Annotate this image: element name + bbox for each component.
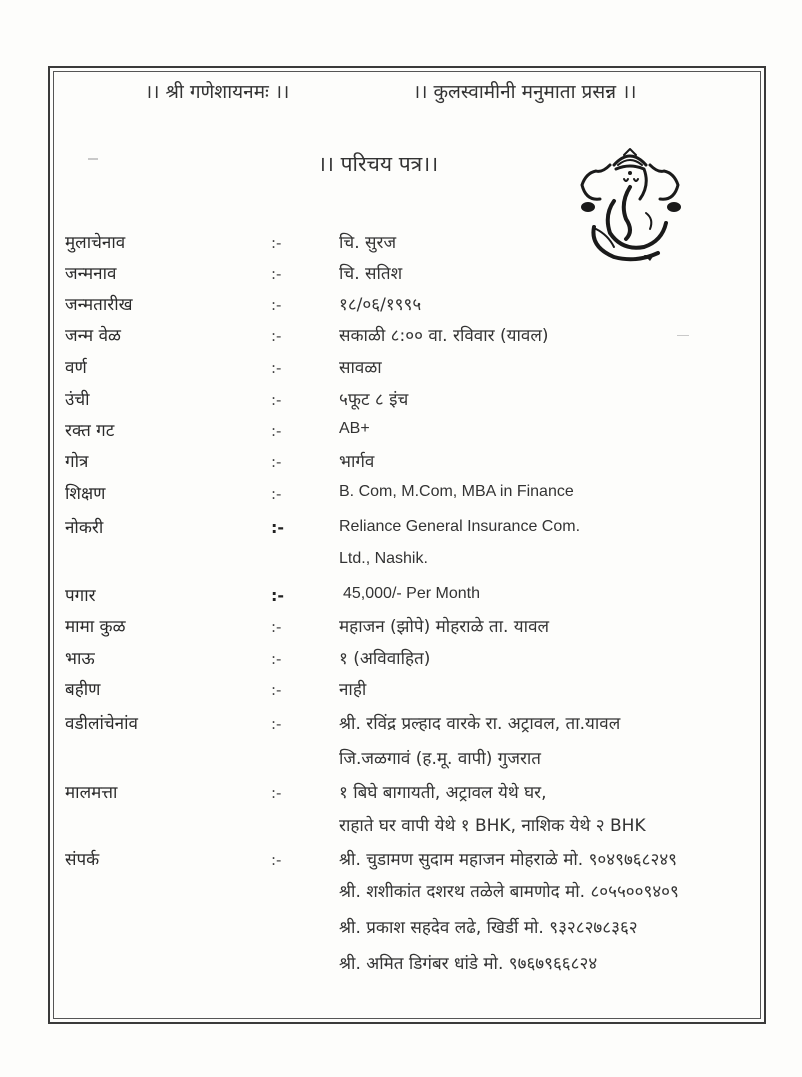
contact-line: श्री. प्रकाश सहदेव लढे, खिर्डी मो. ९३२८२७८३६२: [339, 918, 638, 938]
field-value-continuation: Ltd., Nashik.: [339, 550, 428, 567]
field-value-continuation: राहाते घर वापी येथे १ BHK, नाशिक येथे २ BHK: [339, 816, 646, 836]
field-separator: :-: [271, 359, 282, 377]
field-label: जन्म वेळ: [65, 326, 121, 346]
field-row-job: [0, 515, 802, 545]
field-row-brother: [0, 646, 802, 676]
field-separator: :-: [271, 518, 285, 537]
field-value: B. Com, M.Com, MBA in Finance: [339, 483, 574, 500]
field-value: नाही: [339, 680, 367, 700]
field-separator: :-: [271, 650, 282, 668]
field-value: AB+: [339, 420, 370, 437]
field-label: मालमत्ता: [65, 783, 118, 803]
contact-line: श्री. अमित डिगंबर धांडे मो. ९७६७९६६८२४: [339, 954, 598, 974]
field-label: भाऊ: [65, 649, 95, 669]
field-value: १८/०६/१९९५: [339, 295, 422, 315]
field-label: जन्मतारीख: [65, 295, 133, 315]
field-row-name: [0, 230, 802, 260]
contact-line: श्री. चुडामण सुदाम महाजन मोहराळे मो. ९०४९७६८२४९: [339, 850, 677, 870]
field-separator: :-: [271, 453, 282, 471]
field-value: Reliance General Insurance Com.: [339, 518, 581, 535]
field-value: १ बिघे बागायती, अट्रावल येथे घर,: [339, 783, 547, 803]
field-separator: :-: [271, 296, 282, 314]
field-label: रक्त गट: [65, 421, 115, 441]
field-row-sister: [0, 677, 802, 707]
field-row-birth-date: [0, 292, 802, 322]
field-label: संपर्क: [65, 850, 100, 870]
field-value: श्री. रविंद्र प्रल्हाद वारके रा. अट्रावल, ता.यावल: [339, 714, 621, 734]
field-label: नोकरी: [65, 518, 104, 538]
contact-line: श्री. शशीकांत दशरथ तळेले बामणोद मो. ८०५५००९४०९: [339, 882, 679, 902]
field-row-father: [0, 711, 802, 741]
field-separator: :-: [271, 586, 285, 605]
field-value: चि. सुरज: [339, 233, 397, 253]
field-label: उंची: [65, 390, 90, 410]
field-value: सकाळी ८:०० वा. रविवार (यावल): [339, 326, 549, 346]
field-label: बहीण: [65, 680, 101, 700]
field-value: महाजन (झोपे) मोहराळे ता. यावल: [339, 617, 550, 637]
field-value: १ (अविवाहित): [339, 649, 431, 669]
field-row-contact: [0, 847, 802, 877]
field-separator: :-: [271, 391, 282, 409]
field-separator: :-: [271, 422, 282, 440]
field-value: सावळा: [339, 358, 382, 378]
field-row-gotra: [0, 449, 802, 479]
field-row-property: [0, 780, 802, 810]
field-row-salary: [0, 583, 802, 613]
field-row-birth-time: [0, 323, 802, 353]
field-separator: :-: [271, 485, 282, 503]
field-row-blood-group: [0, 418, 802, 448]
field-separator: :-: [271, 681, 282, 699]
header-invocation-right: ।। कुलस्वामीनी मनुमाता प्रसन्न ।।: [413, 81, 637, 103]
field-value: 45,000/- Per Month: [343, 585, 480, 602]
field-separator: :-: [271, 784, 282, 802]
field-row-education: [0, 481, 802, 511]
field-label: मुलाचेनाव: [65, 233, 126, 253]
field-value-continuation: जि.जळगावं (ह.मू. वापी) गुजरात: [339, 749, 542, 769]
document-title: ।। परिचय पत्र।।: [318, 152, 439, 176]
field-separator: :-: [271, 327, 282, 345]
field-separator: :-: [271, 265, 282, 283]
field-row-maternal-family: [0, 614, 802, 644]
field-value: ५फूट ८ इंच: [339, 390, 409, 410]
header-invocation-left: ।। श्री गणेशायनमः ।।: [145, 81, 290, 103]
field-label: मामा कुळ: [65, 617, 126, 637]
field-value: चि. सतिश: [339, 264, 403, 284]
field-separator: :-: [271, 618, 282, 636]
field-separator: :-: [271, 851, 282, 869]
field-row-height: [0, 387, 802, 417]
field-label: पगार: [65, 586, 96, 606]
field-label: गोत्र: [65, 452, 89, 472]
field-separator: :-: [271, 715, 282, 733]
field-row-birth-name: [0, 261, 802, 291]
field-separator: :-: [271, 234, 282, 252]
field-label: वर्ण: [65, 358, 87, 378]
field-label: वडीलांचेनांव: [65, 714, 138, 734]
scan-speck: [88, 158, 98, 160]
field-row-complexion: [0, 355, 802, 385]
field-label: जन्मनाव: [65, 264, 117, 284]
field-value: भार्गव: [339, 452, 375, 472]
field-label: शिक्षण: [65, 484, 106, 504]
